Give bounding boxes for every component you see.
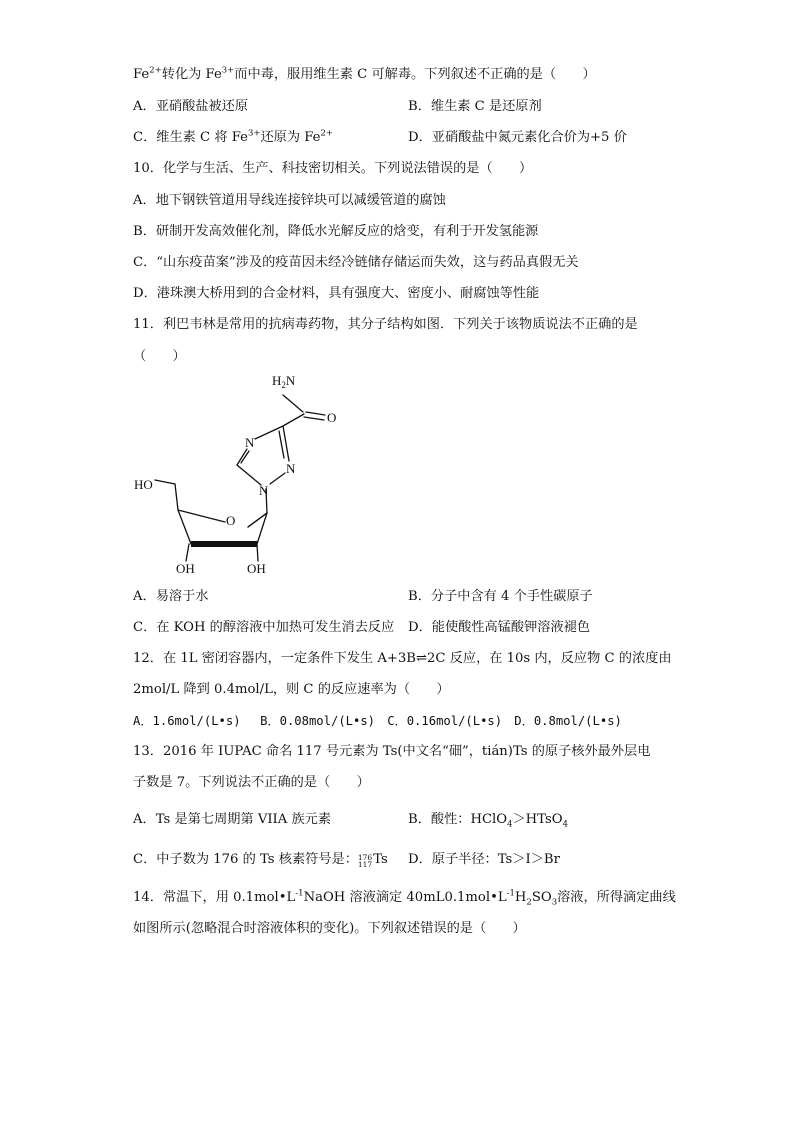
q10-option-a: A．地下钢铁管道用导线连接锌块可以减缓管道的腐蚀 xyxy=(133,193,446,208)
svg-text:HO: HO xyxy=(134,477,153,492)
q9-option-a: A．亚硝酸盐被还原 xyxy=(133,99,249,114)
q11-stem-line1: 11．利巴韦林是常用的抗病毒药物，其分子结构如图．下列关于该物质说法不正确的是 xyxy=(133,317,638,332)
q13-stem-line1: 13．2016 年 IUPAC 命名 117 号元素为 Ts(中文名“鿬”，tián)Ts 的原子核外最外层电 xyxy=(133,744,651,759)
q10-stem: 10．化学与生活、生产、科技密切相关。下列说法错误的是（ ） xyxy=(133,161,533,176)
q13-option-d: D．原子半径：Ts＞I＞Br xyxy=(408,852,560,867)
q12-stem-line2: 2mol/L 降到 0.4mol/L，则 C 的反应速率为（ ） xyxy=(133,682,450,697)
q9-option-c: C．维生素 C 将 $Fe^{3+}$还原为 $Fe^{2+}$ xyxy=(133,128,333,145)
q9-stem-line: $Fe^{2+}$转化为 $Fe^{3+}$而中毒，服用维生素 C 可解毒。下列叙述不正确的是（ ） xyxy=(133,65,596,82)
svg-text:O: O xyxy=(226,513,236,528)
q10-option-c: C．“山东疫苗案”涉及的疫苗因未经冷链储存储运而失效，这与药品真假无关 xyxy=(133,255,579,270)
svg-text:N: N xyxy=(245,435,255,450)
svg-text:O: O xyxy=(327,410,337,425)
q11-option-a: A．易溶于水 xyxy=(133,589,209,604)
svg-text:N: N xyxy=(259,483,269,498)
q13-option-b: B．酸性：HClO$_4$＞HTsO$_4$ xyxy=(408,812,569,830)
q9-option-d: D．亚硝酸盐中氮元素化合价为+5 价 xyxy=(408,130,627,145)
q12-options: A．1.6mol/(L•s) B．0.08mol/(L•s) C．0.16mol/(L•s) D．0.8mol/(L•s) xyxy=(133,714,622,728)
q14-stem-line2: 如图所示(忽略混合时溶液体积的变化)。下列叙述错误的是（ ） xyxy=(133,921,526,936)
ribavirin-structure xyxy=(120,365,380,580)
nuclide-stack: 176 117 xyxy=(357,853,373,869)
q11-option-d: D．能使酸性高锰酸钾溶液褪色 xyxy=(408,620,591,635)
q9-option-b: B．维生素 C 是还原剂 xyxy=(408,99,542,114)
q10-option-b: B．研制开发高效催化剂，降低水光解反应的焓变，有利于开发氢能源 xyxy=(133,224,539,239)
svg-text:OH: OH xyxy=(176,561,195,576)
q13-option-a: A．Ts 是第七周期第 VIIA 族元素 xyxy=(133,812,332,827)
q10-option-d: D．港珠澳大桥用到的合金材料，具有强度大、密度小、耐腐蚀等性能 xyxy=(133,286,540,301)
q12-stem-line1: 12．在 1L 密闭容器内，一定条件下发生 A+3B⇌2C 反应，在 10s 内，反应物 C 的浓度由 xyxy=(133,651,672,666)
svg-text:H2N: $H_2N$ xyxy=(272,373,296,390)
q11-option-c: C．在 KOH 的醇溶液中加热可发生消去反应 xyxy=(133,620,395,635)
q13-stem-line2: 子数是 7。下列说法不正确的是（ ） xyxy=(133,775,370,790)
svg-text:OH: OH xyxy=(247,561,266,576)
svg-text:N: N xyxy=(286,461,296,476)
q11-stem-line2: （ ） xyxy=(133,349,186,364)
q13-option-c: C．中子数为 176 的 Ts 核素符号是： 176 117 Ts xyxy=(133,852,388,869)
q14-stem-line1: 14．常温下，用 $0.1mol•L^{-1}NaOH$ 溶液滴定 $40mL0.1mol•L^{-1}H_2SO_3$溶液，所得滴定曲线 xyxy=(133,888,676,908)
q11-option-b: B．分子中含有 4 个手性碳原子 xyxy=(408,589,593,604)
